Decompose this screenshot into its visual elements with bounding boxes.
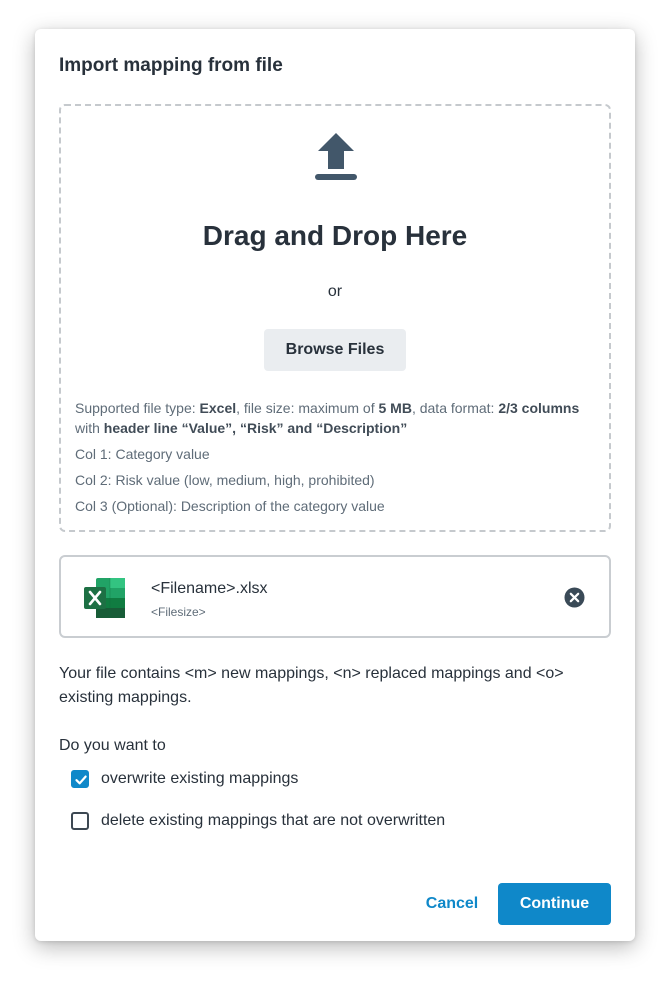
file-size: <Filesize> xyxy=(151,605,206,619)
requirements-format-text: , data format: xyxy=(411,400,499,416)
options-question: Do you want to xyxy=(59,737,166,754)
overwrite-checkbox[interactable] xyxy=(71,770,89,788)
requirements-col-2: Col 2: Risk value (low, medium, high, prohibited) xyxy=(75,472,375,488)
requirements-file-type: Excel xyxy=(199,400,237,416)
requirements-header: header line “Value”, “Risk” and “Description” xyxy=(103,420,408,436)
file-dropzone[interactable] xyxy=(59,104,611,532)
dialog-title: Import mapping from file xyxy=(59,55,283,76)
browse-files-button[interactable]: Browse Files xyxy=(264,329,406,371)
requirements-format: 2/3 columns xyxy=(498,400,580,416)
continue-button[interactable]: Continue xyxy=(498,883,611,925)
requirements-text xyxy=(75,398,597,438)
requirements-size: 5 MB xyxy=(378,400,412,416)
requirements-prefix: Supported file type: xyxy=(75,400,200,416)
selected-file-card xyxy=(59,555,611,638)
requirements-with-text: with xyxy=(75,420,104,436)
overwrite-option[interactable] xyxy=(71,770,298,788)
requirements-size-text: , file size: maximum of xyxy=(236,400,379,416)
remove-file-button[interactable] xyxy=(564,587,585,608)
import-mapping-dialog xyxy=(35,29,635,941)
dropzone-or: or xyxy=(327,283,343,300)
delete-checkbox[interactable] xyxy=(71,812,89,830)
upload-icon xyxy=(314,131,358,183)
file-requirements xyxy=(75,398,597,516)
import-summary: Your file contains <m> new mappings, <n> replaced mappings and <o> existing mappings. xyxy=(59,665,564,706)
cancel-button[interactable]: Cancel xyxy=(413,884,491,924)
requirements-col-3: Col 3 (Optional): Description of the category value xyxy=(75,498,385,514)
excel-icon xyxy=(84,578,128,618)
requirements-col-1: Col 1: Category value xyxy=(75,446,210,462)
checkmark-icon xyxy=(74,773,88,787)
delete-label: delete existing mappings that are not overwritten xyxy=(101,812,446,829)
overwrite-label: overwrite existing mappings xyxy=(101,770,299,787)
close-circle-icon xyxy=(564,587,585,608)
dropzone-title: Drag and Drop Here xyxy=(202,220,468,251)
delete-option[interactable] xyxy=(71,812,445,830)
file-name: <Filename>.xlsx xyxy=(151,580,268,597)
